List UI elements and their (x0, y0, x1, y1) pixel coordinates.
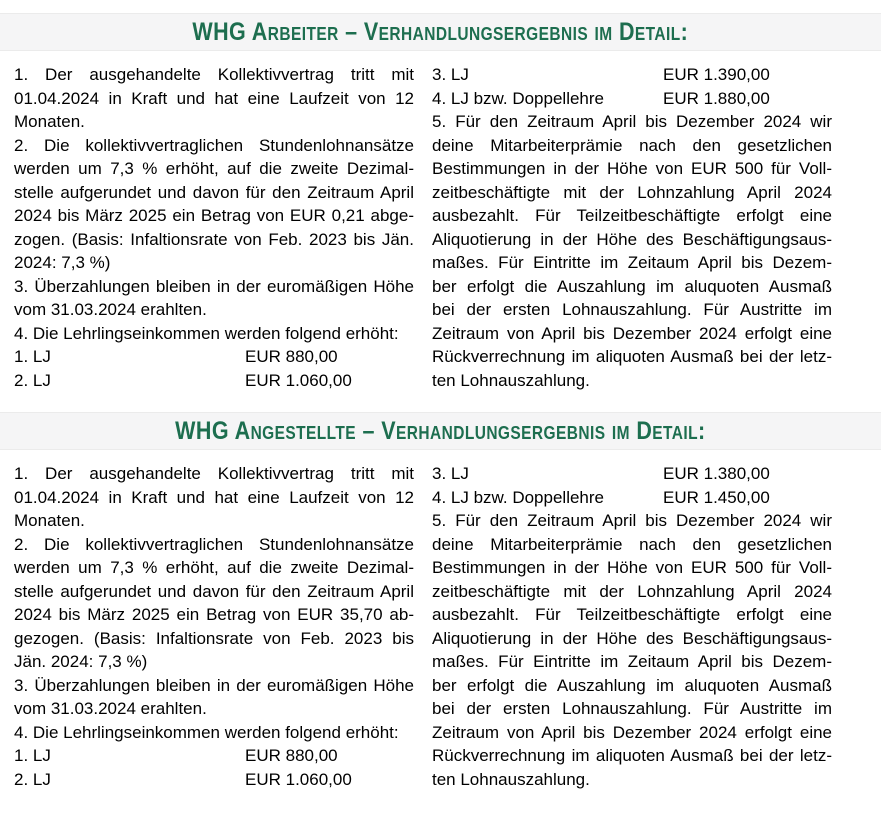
amount-row (14, 744, 414, 768)
section-content-arbeiter (0, 51, 881, 412)
text-line: 5. Für den Zeitraum April bis Dezember 2024 wir (432, 112, 832, 131)
text-line: Aliquotierung in der Höhe des Beschäftigungsaus- (432, 229, 832, 249)
text-line: stelle aufgerundet und davon für den Zeitraum April (14, 182, 414, 202)
text-line: 2024: 7,3 %) (14, 253, 111, 272)
arbeiter-left-column (14, 63, 414, 392)
text-line: gezogen. (Basis: Infaltionsrate von Feb. 2023 bis (14, 628, 414, 648)
text-line: Rückverrechnung im aliquoten Ausmaß bei der letz- (432, 347, 832, 366)
section-whg-angestellte (0, 412, 881, 811)
text-line: 3. Überzahlungen bleiben in der euromäßigen Höhe (14, 276, 414, 296)
amount-row-label: 1. LJ (14, 347, 51, 366)
section-header-angestellte (0, 412, 881, 450)
text-line: vom 31.03.2024 erahlten. (14, 699, 207, 718)
amount-row-label: 3. LJ (432, 65, 469, 84)
text-line: zeitbeschäftigte mit der Lohnzahlung April 2024 (432, 581, 832, 601)
text-line: deine Mitarbeiterprämie nach den gesetzlichen (432, 534, 832, 554)
amount-row-value: EUR 880,00 (245, 347, 338, 366)
text-line: werden um 7,3 % erhöht, auf die zweite Dezimal- (14, 159, 414, 178)
section-whg-arbeiter (0, 13, 881, 412)
text-line: zogen. (Basis: Infaltionsrate von Feb. 2023 bis Jän. (14, 229, 414, 249)
angestellte-right-column (432, 462, 832, 791)
text-line: 2024 bis März 2025 ein Betrag von EUR 0,21 abge- (14, 206, 414, 225)
text-line: Rückverrechnung im aliquoten Ausmaß bei der letz- (432, 746, 832, 765)
text-line: Bestimmungen in der Höhe von EUR 500 für Voll- (432, 159, 832, 178)
amount-row-label: 2. LJ (14, 769, 51, 789)
text-line: ten Lohnauszahlung. (432, 769, 590, 789)
text-line: Aliquotierung in der Höhe des Beschäftigungsaus- (432, 628, 832, 648)
amount-row (14, 369, 414, 393)
text-line: bei der ersten Lohnauszahlung. Für Austritte im (432, 699, 832, 718)
text-line: ausbezahlt. Für Teilzeitbeschäftigte erfolgt eine (432, 605, 832, 624)
amount-row-value: EUR 1.390,00 (663, 65, 770, 84)
text-line: 01.04.2024 in Kraft und hat eine Laufzeit von 12 (14, 487, 414, 507)
text-line: zeitbeschäftigte mit der Lohnzahlung April 2024 (432, 182, 832, 202)
text-line: Jän. 2024: 7,3 %) (14, 652, 148, 671)
text-line: ten Lohnauszahlung. (432, 370, 590, 390)
text-line: 2. Die kollektivvertraglichen Stundenlohnansätze (14, 534, 414, 554)
text-line: bei der ersten Lohnauszahlung. Für Austritte im (432, 300, 832, 319)
text-line: 4. Die Lehrlingseinkommen werden folgend erhöht: (14, 722, 399, 742)
text-line: 4. Die Lehrlingseinkommen werden folgend erhöht: (14, 323, 399, 343)
text-line: stelle aufgerundet und davon für den Zeitraum April (14, 581, 414, 601)
text-line: werden um 7,3 % erhöht, auf die zweite Dezimal- (14, 558, 414, 577)
section-content-angestellte (0, 450, 881, 811)
amount-row (14, 345, 414, 369)
amount-row (432, 486, 832, 510)
amount-row-value: EUR 1.060,00 (245, 769, 352, 789)
text-line: 3. Überzahlungen bleiben in der euromäßigen Höhe (14, 675, 414, 695)
amount-row-label: 4. LJ bzw. Doppellehre (432, 88, 604, 108)
text-line: ber erfolgt die Auszahlung im aluquoten Ausmaß (432, 675, 832, 695)
text-line: ausbezahlt. Für Teilzeitbeschäftigte erfolgt eine (432, 206, 832, 225)
section-header-arbeiter (0, 13, 881, 51)
text-line: maßes. Für Eintritte im Zeitaum April bis Dezem- (432, 652, 832, 671)
amount-row (432, 462, 832, 486)
text-line: 2024 bis März 2025 ein Betrag von EUR 35,70 ab- (14, 605, 414, 624)
text-line: 1. Der ausgehandelte Kollektivvertrag tritt mit (14, 464, 414, 483)
amount-row-label: 1. LJ (14, 746, 51, 765)
arbeiter-right-column (432, 63, 832, 392)
amount-row-label: 4. LJ bzw. Doppellehre (432, 487, 604, 507)
amount-row-value: EUR 880,00 (245, 746, 338, 765)
angestellte-left-column (14, 462, 414, 791)
amount-row (14, 768, 414, 792)
amount-row-value: EUR 1.880,00 (663, 88, 770, 108)
text-line: Zeitraum von April bis Dezember 2024 erfolgt eine (432, 323, 832, 343)
amount-row-label: 2. LJ (14, 370, 51, 390)
text-line: vom 31.03.2024 erahlten. (14, 300, 207, 319)
text-line: 2. Die kollektivvertraglichen Stundenlohnansätze (14, 135, 414, 155)
text-line: Monaten. (14, 112, 85, 131)
text-line: 5. Für den Zeitraum April bis Dezember 2024 wir (432, 511, 832, 530)
text-line: deine Mitarbeiterprämie nach den gesetzlichen (432, 135, 832, 155)
amount-row-value: EUR 1.060,00 (245, 370, 352, 390)
text-line: ber erfolgt die Auszahlung im aluquoten Ausmaß (432, 276, 832, 296)
amount-row-value: EUR 1.450,00 (663, 487, 770, 507)
text-line: 01.04.2024 in Kraft und hat eine Laufzeit von 12 (14, 88, 414, 108)
text-line: maßes. Für Eintritte im Zeitaum April bis Dezem- (432, 253, 832, 272)
document-page (0, 13, 881, 811)
amount-row-label: 3. LJ (432, 464, 469, 483)
text-line: Zeitraum von April bis Dezember 2024 erfolgt eine (432, 722, 832, 742)
amount-row (432, 87, 832, 111)
text-line: Monaten. (14, 511, 85, 530)
amount-row (432, 63, 832, 87)
amount-row-value: EUR 1.380,00 (663, 464, 770, 483)
section-title-angestellte: WHG Angestellte – Verhandlungsergebnis im Detail: (175, 416, 706, 445)
section-title-arbeiter: WHG Arbeiter – Verhandlungsergebnis im Detail: (192, 17, 689, 46)
text-line: Bestimmungen in der Höhe von EUR 500 für Voll- (432, 558, 832, 577)
text-line: 1. Der ausgehandelte Kollektivvertrag tritt mit (14, 65, 414, 84)
